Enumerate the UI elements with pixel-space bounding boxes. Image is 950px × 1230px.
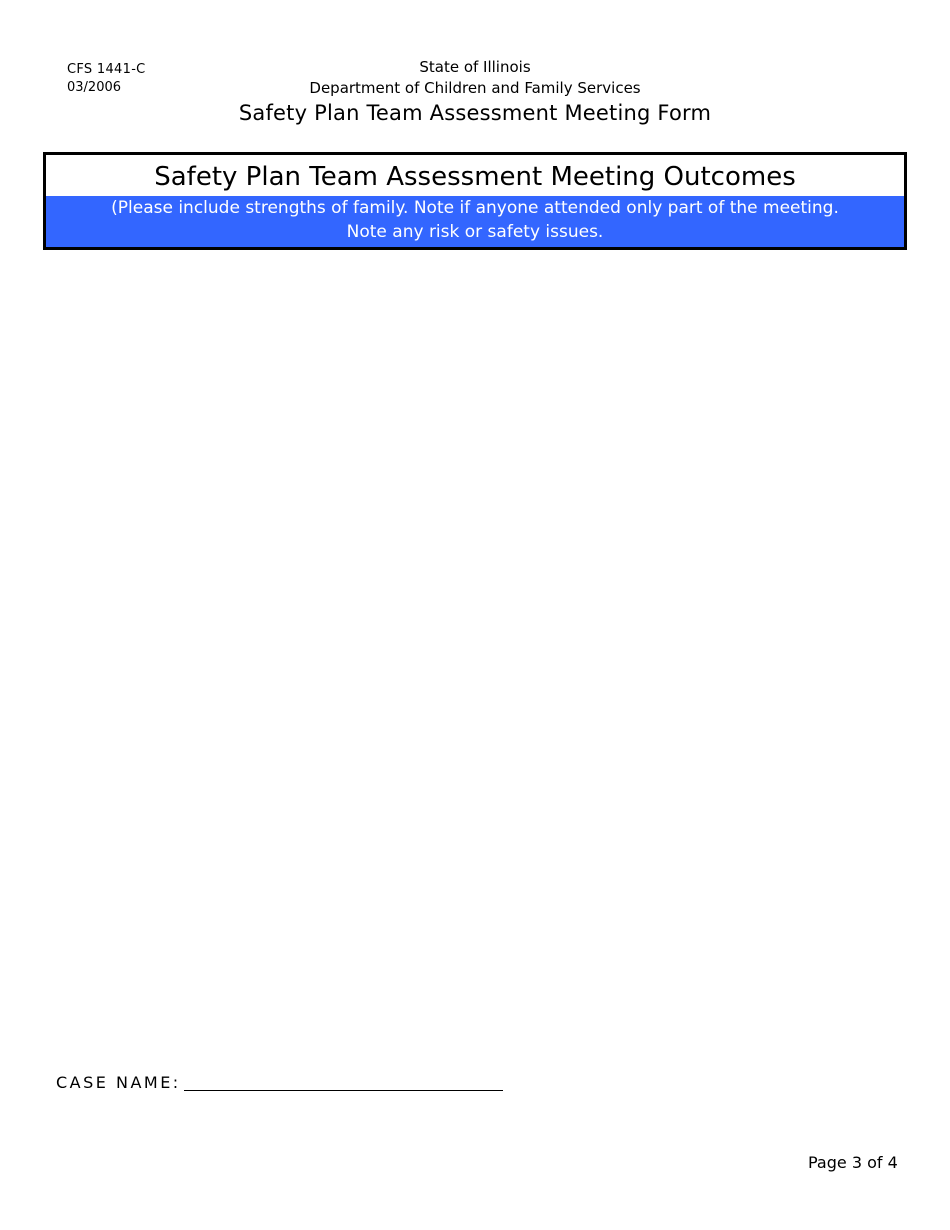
state-name: State of Illinois [419, 58, 531, 76]
case-name-field[interactable] [184, 1090, 503, 1091]
form-date: 03/2006 [67, 80, 122, 95]
page-number: Page 3 of 4 [808, 1153, 898, 1172]
outcomes-title: Safety Plan Team Assessment Meeting Outcomes [154, 162, 796, 192]
outcomes-header-box [43, 152, 907, 250]
department-name: Department of Children and Family Services [309, 79, 641, 97]
instructions-line-1: (Please include strengths of family. Note if anyone attended only part of the meeting. [111, 198, 839, 218]
case-name-label: CASE NAME: [56, 1073, 181, 1092]
form-code: CFS 1441-C [67, 62, 146, 77]
outcomes-text-area[interactable] [43, 250, 907, 1050]
form-title: Safety Plan Team Assessment Meeting Form [238, 101, 712, 125]
instructions-band [46, 196, 904, 247]
instructions-line-2: Note any risk or safety issues. [346, 222, 604, 242]
